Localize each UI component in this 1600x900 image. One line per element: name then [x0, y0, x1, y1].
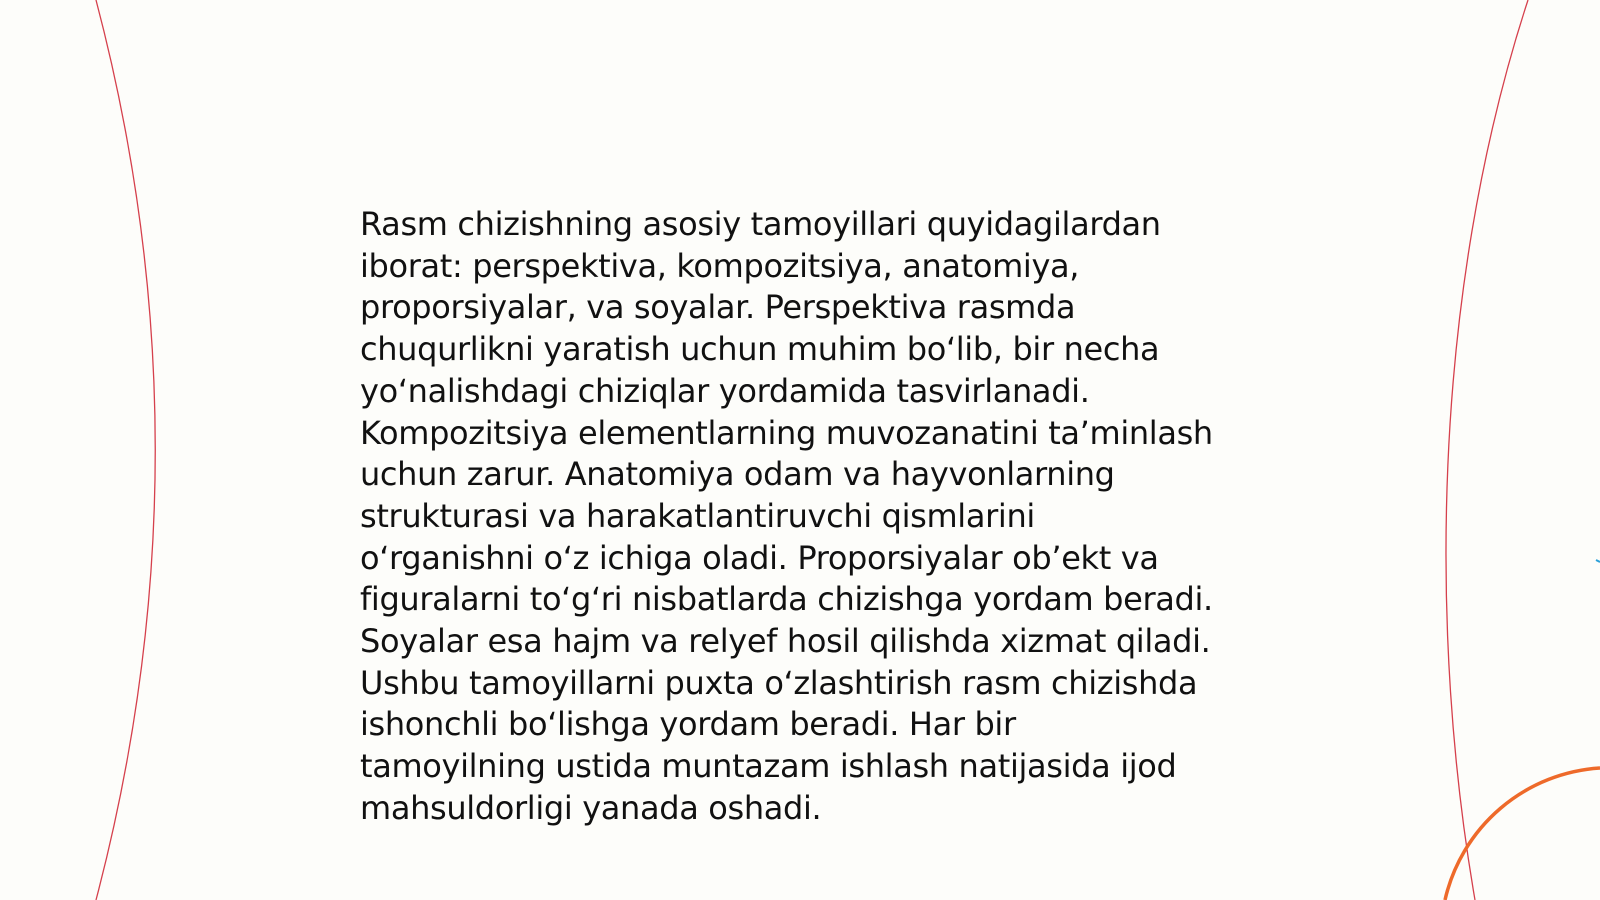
body-line: strukturasi va harakatlantiruvchi qismlarini: [360, 496, 1035, 535]
blue-tick-mark: [1596, 560, 1600, 562]
body-line: Ushbu tamoyillarni puxta oʻzlashtirish rasm chizishda: [360, 663, 1198, 702]
body-line: yoʻnalishdagi chiziqlar yordamida tasvirlanadi.: [360, 371, 1090, 410]
body-line: Rasm chizishning asosiy tamoyillari quyidagilardan: [360, 205, 1161, 243]
body-line: proporsiyalar, va soyalar. Perspektiva rasmda: [360, 288, 1076, 327]
body-line: uchun zarur. Anatomiya odam va hayvonlarning: [360, 455, 1115, 494]
body-line: oʻrganishni oʻz ichiga oladi. Proporsiyalar obʼekt va: [360, 538, 1159, 577]
body-line: chuqurlikni yaratish uchun muhim boʻlib, bir necha: [360, 330, 1160, 369]
orange-arc: [1445, 768, 1600, 900]
body-line: Soyalar esa hajm va relyef hosil qilishda xizmat qiladi.: [360, 622, 1211, 661]
body-line: tamoyilning ustida muntazam ishlash natijasida ijod: [360, 747, 1177, 786]
body-line: mahsuldorligi yanada oshadi.: [360, 788, 822, 827]
body-line: ishonchli boʻlishga yordam beradi. Har bir: [360, 705, 1016, 744]
body-line: Kompozitsiya elementlarning muvozanatini taʼminlash: [360, 413, 1213, 452]
body-paragraph: [360, 204, 1260, 830]
right-curve-line: [1446, 0, 1528, 900]
left-curve-line: [96, 0, 155, 900]
body-line: figuralarni toʻgʻri nisbatlarda chizishga yordam beradi.: [360, 580, 1213, 619]
body-line: iborat: perspektiva, kompozitsiya, anatomiya,: [360, 246, 1080, 285]
